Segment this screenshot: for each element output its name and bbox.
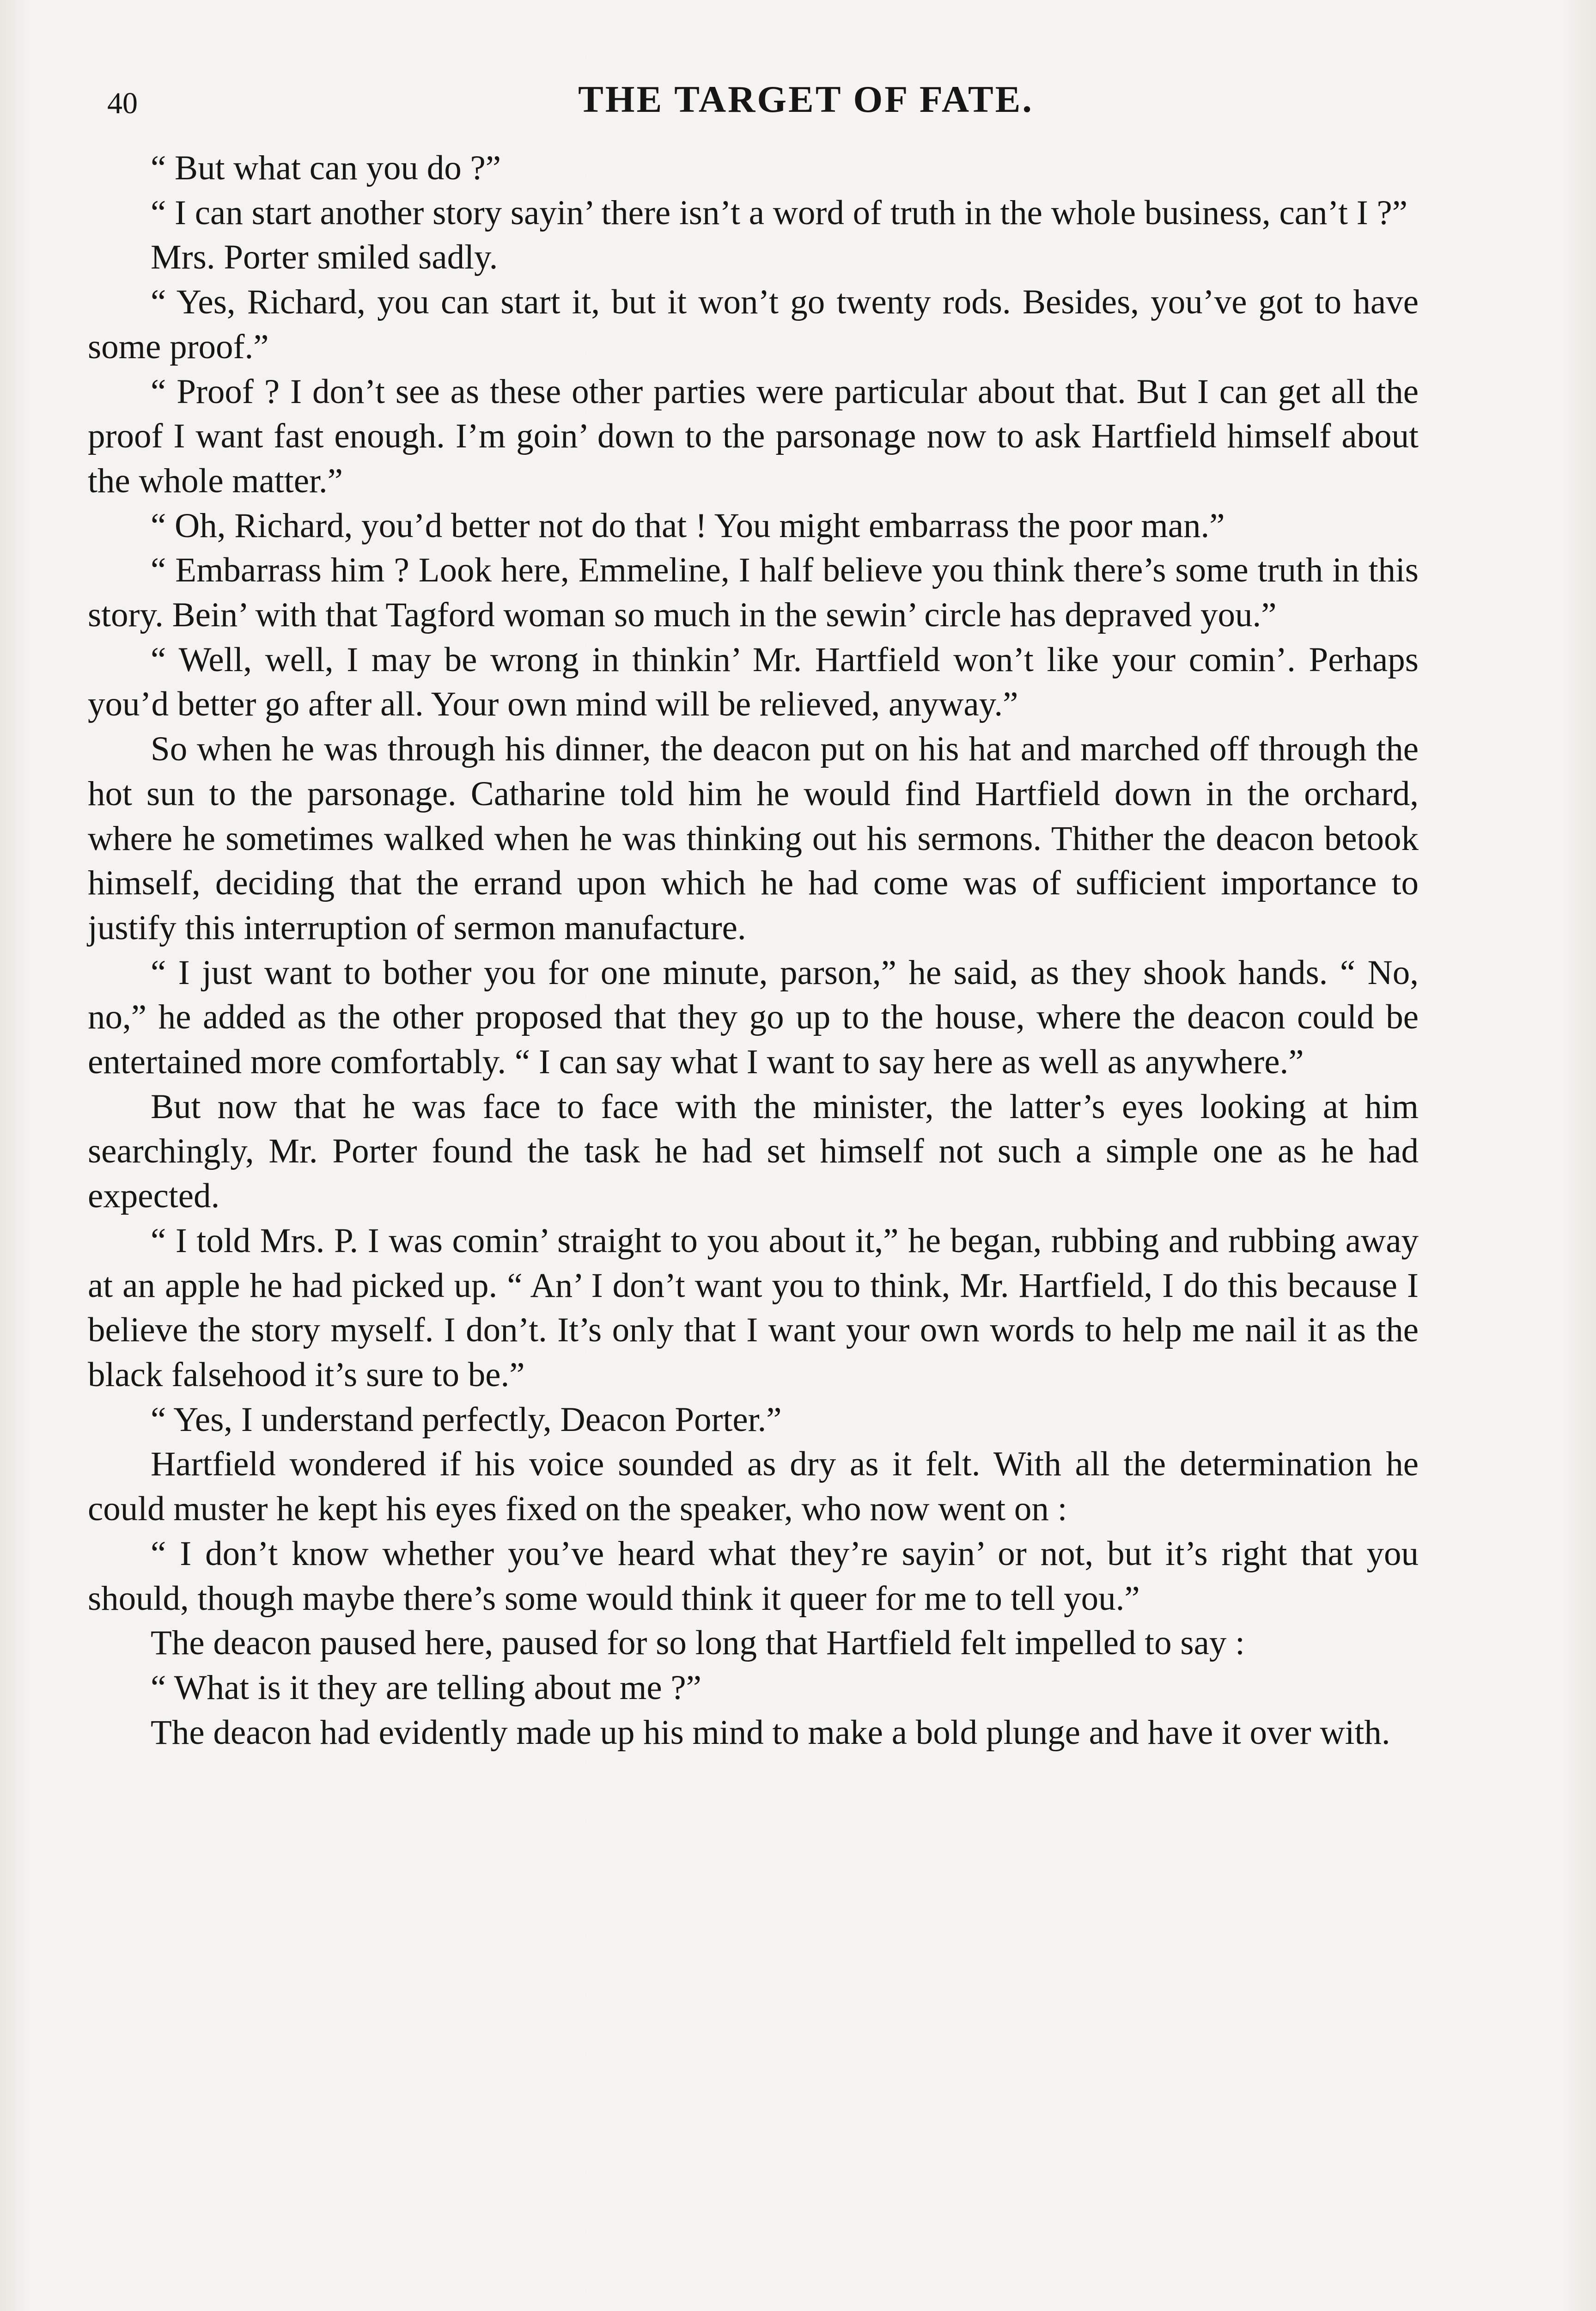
body-text	[88, 146, 1419, 1755]
paragraph: “ What is it they are telling about me ?”	[151, 1668, 701, 1707]
page-number: 40	[107, 86, 138, 120]
paragraph: The deacon paused here, paused for so long that Hartfield felt impelled to say :	[151, 1624, 1245, 1663]
paragraph: “ But what can you do ?”	[151, 149, 501, 187]
paragraph: “ I told Mrs. P. I was comin’ straight to you about it,” he began, rubbing and rubbing away at an apple he had picked up. “ An’ I don’t want you to think, Mr. Hartfield, I do this because I believe the story myself. I don’t. It’s only that I want your own words to help me nail it as the black falsehood it’s sure to be.”	[88, 1221, 1419, 1394]
paragraph: “ Oh, Richard, you’d better not do that ! You might embarrass the poor man.”	[151, 506, 1225, 545]
paragraph: “ Yes, Richard, you can start it, but it won’t go twenty rods. Besides, you’ve got to have some proof.”	[88, 283, 1419, 366]
paragraph: But now that he was face to face with the minister, the latter’s eyes looking at him searchingly, Mr. Porter found the task he had set himself not such a simple one as he had expected.	[88, 1087, 1419, 1216]
paragraph: “ Embarrass him ? Look here, Emmeline, I half believe you think there’s some truth in this story. Bein’ with that Tagford woman so much in the sewin’ circle has depraved you.”	[88, 551, 1419, 635]
paragraph: So when he was through his dinner, the deacon put on his hat and marched off through the hot sun to the parsonage. Catharine told him he would find Hartfield down in the orchard, where he sometimes walked when he was thinking out his sermons. Thither the deacon betook himself, deciding that the errand upon which he had come was of sufficient importance to justify this interruption of sermon manufacture.	[88, 730, 1419, 947]
paragraph: “ Proof ? I don’t see as these other parties were particular about that. But I can get all the proof I want fast enough. I’m goin’ down to the parsonage now to ask Hartfield himself about the whole matter.”	[88, 372, 1419, 500]
paragraph: “ I just want to bother you for one minute, parson,” he said, as they shook hands. “ No, no,” he added as the other proposed that they go up to the house, where the deacon could be entertained more comfortably. “ I can say what I want to say here as well as anywhere.”	[88, 953, 1419, 1082]
paragraph: Hartfield wondered if his voice sounded as dry as it felt. With all the determination he could muster he kept his eyes fixed on the speaker, who now went on :	[88, 1445, 1419, 1528]
paragraph: “ I don’t know whether you’ve heard what they’re sayin’ or not, but it’s right that you should, though maybe there’s some would think it queer for me to tell you.”	[88, 1534, 1419, 1618]
paragraph: “ I can start another story sayin’ there isn’t a word of truth in the whole business, can’t I ?”	[151, 193, 1408, 232]
paragraph: “ Well, well, I may be wrong in thinkin’ Mr. Hartfield won’t like your comin’. Perhaps you’d better go after all. Your own mind will be relieved, anyway.”	[88, 640, 1419, 724]
page-header	[107, 78, 1505, 128]
running-head: THE TARGET OF FATE.	[578, 78, 1034, 120]
paragraph: “ Yes, I understand perfectly, Deacon Porter.”	[151, 1400, 782, 1439]
paragraph: The deacon had evidently made up his mind to make a bold plunge and have it over with.	[151, 1713, 1390, 1752]
paragraph: Mrs. Porter smiled sadly.	[151, 238, 498, 277]
